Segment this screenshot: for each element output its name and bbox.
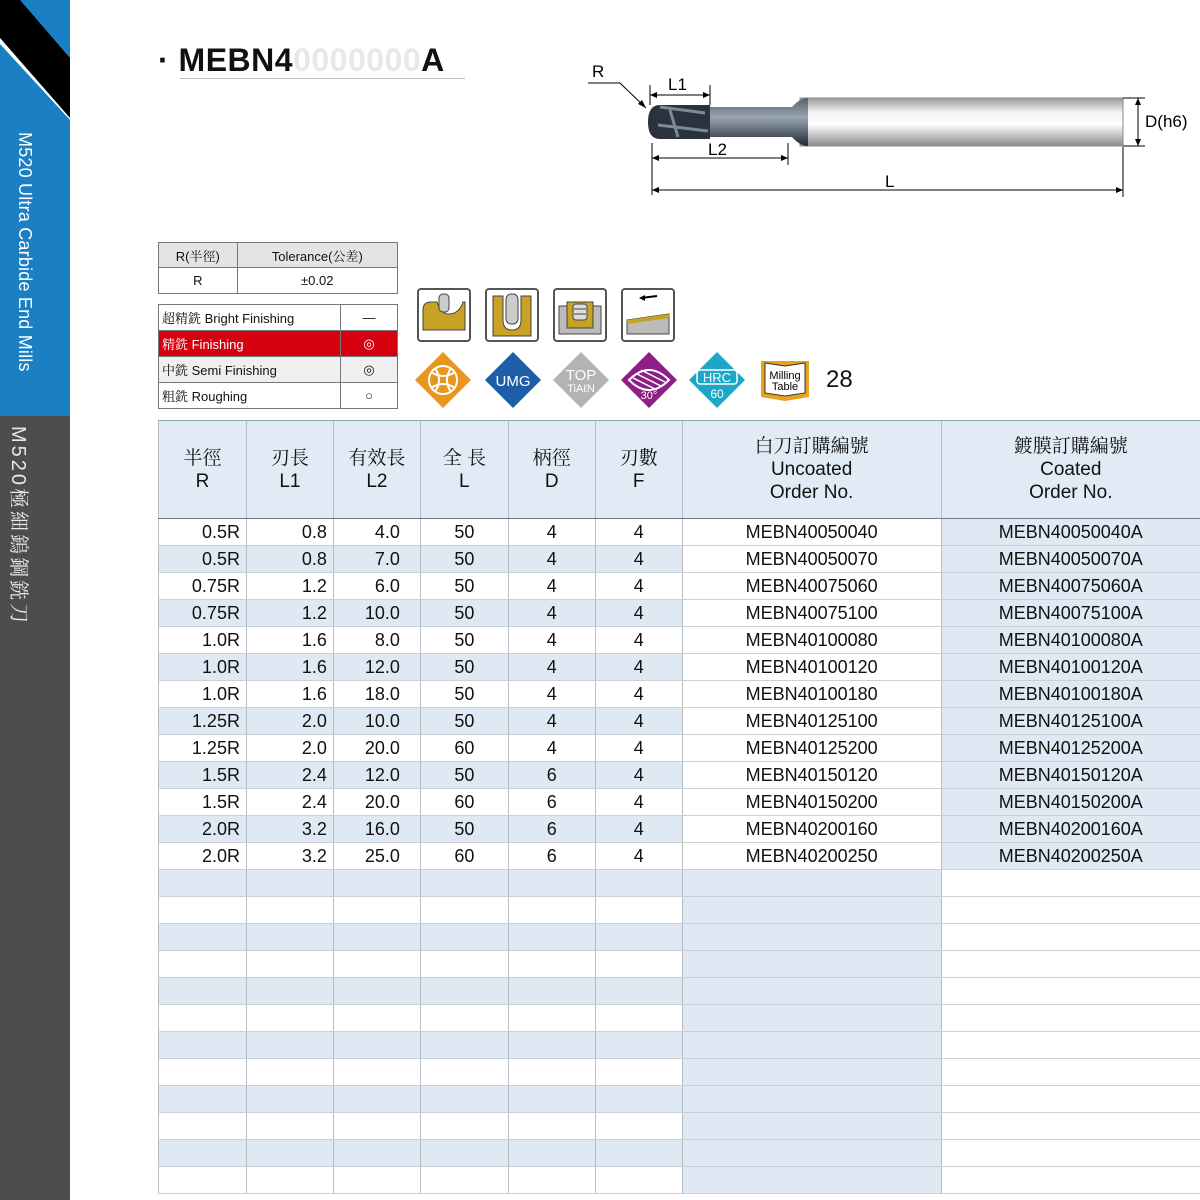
empty-cell xyxy=(595,978,682,1005)
cell-shank: 6 xyxy=(508,816,595,843)
empty-cell xyxy=(420,870,508,897)
cell-radius: 2.0R xyxy=(159,816,247,843)
cell-l1: 3.2 xyxy=(246,843,333,870)
cell-l2: 25.0 xyxy=(333,843,420,870)
cell-flutes: 4 xyxy=(595,573,682,600)
cell-uncoated-no: MEBN40050040 xyxy=(682,519,941,546)
cell-length: 50 xyxy=(420,654,508,681)
empty-cell xyxy=(682,1167,941,1194)
cell-radius: 0.5R xyxy=(159,546,247,573)
empty-cell xyxy=(333,951,420,978)
cell-uncoated-no: MEBN40150200 xyxy=(682,789,941,816)
cell-l2: 7.0 xyxy=(333,546,420,573)
header-d: 柄徑 D xyxy=(508,421,595,519)
empty-cell xyxy=(508,1005,595,1032)
cell-l2: 16.0 xyxy=(333,816,420,843)
corner-stripe xyxy=(0,0,70,120)
empty-cell xyxy=(333,1059,420,1086)
helix-angle-label: 30° xyxy=(640,390,658,402)
empty-cell xyxy=(420,897,508,924)
cell-l2: 10.0 xyxy=(333,708,420,735)
empty-cell xyxy=(159,1086,247,1113)
cell-flutes: 4 xyxy=(595,816,682,843)
cell-radius: 0.75R xyxy=(159,573,247,600)
cell-l1: 1.6 xyxy=(246,654,333,681)
empty-cell xyxy=(941,1032,1200,1059)
empty-cell xyxy=(682,1005,941,1032)
page-title xyxy=(158,42,445,79)
header-radius: 半徑 R xyxy=(159,421,247,519)
empty-cell xyxy=(595,1140,682,1167)
tolerance-col2: Tolerance(公差) xyxy=(237,243,397,268)
cell-radius: 1.0R xyxy=(159,627,247,654)
empty-cell xyxy=(682,1086,941,1113)
empty-cell xyxy=(595,1005,682,1032)
empty-cell xyxy=(682,1113,941,1140)
empty-cell xyxy=(246,870,333,897)
mode-symbol: ◎ xyxy=(341,331,398,357)
cell-uncoated-no: MEBN40100120 xyxy=(682,654,941,681)
cell-l2: 6.0 xyxy=(333,573,420,600)
cell-coated-no: MEBN40125200A xyxy=(941,735,1200,762)
hrc-label: HRC xyxy=(702,370,732,385)
empty-cell xyxy=(508,951,595,978)
cell-length: 60 xyxy=(420,789,508,816)
cell-flutes: 4 xyxy=(595,546,682,573)
table-row xyxy=(159,762,1200,789)
umg-label: UMG xyxy=(495,373,531,390)
slot-milling-icon xyxy=(485,288,539,342)
cell-l2: 10.0 xyxy=(333,600,420,627)
table-row xyxy=(159,843,1200,870)
face-milling-icon xyxy=(621,288,675,342)
cell-shank: 4 xyxy=(508,654,595,681)
empty-cell xyxy=(333,1032,420,1059)
table-row xyxy=(159,546,1200,573)
cell-l2: 4.0 xyxy=(333,519,420,546)
cell-uncoated-no: MEBN40125100 xyxy=(682,708,941,735)
empty-cell xyxy=(508,1113,595,1140)
empty-cell xyxy=(941,1167,1200,1194)
cell-radius: 0.5R xyxy=(159,519,247,546)
cell-coated-no: MEBN40050040A xyxy=(941,519,1200,546)
cell-shank: 6 xyxy=(508,843,595,870)
cell-radius: 1.0R xyxy=(159,681,247,708)
empty-row xyxy=(159,1167,1200,1194)
empty-cell xyxy=(246,897,333,924)
empty-cell xyxy=(941,951,1200,978)
coating-top-label: TOP xyxy=(565,367,597,384)
empty-cell xyxy=(941,870,1200,897)
cell-radius: 1.5R xyxy=(159,789,247,816)
cell-shank: 6 xyxy=(508,762,595,789)
cell-coated-no: MEBN40100180A xyxy=(941,681,1200,708)
empty-cell xyxy=(595,1167,682,1194)
cell-l1: 2.4 xyxy=(246,762,333,789)
cell-l1: 3.2 xyxy=(246,816,333,843)
title-prefix: MEBN4 xyxy=(178,42,294,78)
cell-length: 50 xyxy=(420,627,508,654)
table-row xyxy=(159,627,1200,654)
cell-uncoated-no: MEBN40075060 xyxy=(682,573,941,600)
empty-cell xyxy=(246,1113,333,1140)
empty-cell xyxy=(159,1167,247,1194)
empty-cell xyxy=(420,1005,508,1032)
empty-cell xyxy=(420,1059,508,1086)
empty-cell xyxy=(420,951,508,978)
cell-radius: 2.0R xyxy=(159,843,247,870)
cell-l2: 12.0 xyxy=(333,654,420,681)
empty-row xyxy=(159,1059,1200,1086)
cell-flutes: 4 xyxy=(595,654,682,681)
table-row xyxy=(159,573,1200,600)
empty-cell xyxy=(595,1032,682,1059)
pocket-milling-icon xyxy=(553,288,607,342)
table-row xyxy=(159,681,1200,708)
table-row xyxy=(159,654,1200,681)
profile-milling-icon xyxy=(417,288,471,342)
header-coated: 鍍膜訂購編號 Coated Order No. xyxy=(941,421,1200,519)
cell-flutes: 4 xyxy=(595,789,682,816)
title-underline xyxy=(180,78,465,79)
cell-length: 50 xyxy=(420,519,508,546)
milling-table-page: 28 xyxy=(826,366,853,393)
cell-coated-no: MEBN40125100A xyxy=(941,708,1200,735)
empty-cell xyxy=(333,1005,420,1032)
cell-shank: 4 xyxy=(508,735,595,762)
empty-cell xyxy=(508,897,595,924)
cell-coated-no: MEBN40100120A xyxy=(941,654,1200,681)
table-label: Table xyxy=(771,381,799,393)
cell-l1: 2.4 xyxy=(246,789,333,816)
empty-cell xyxy=(333,1086,420,1113)
empty-cell xyxy=(595,924,682,951)
hrc-badge xyxy=(687,350,747,410)
mode-label: 中銑 Semi Finishing xyxy=(159,357,341,383)
cell-flutes: 4 xyxy=(595,843,682,870)
cell-l1: 2.0 xyxy=(246,708,333,735)
cell-l1: 2.0 xyxy=(246,735,333,762)
empty-cell xyxy=(682,897,941,924)
empty-cell xyxy=(682,1140,941,1167)
label-l1: L1 xyxy=(668,75,687,94)
empty-cell xyxy=(595,1059,682,1086)
cell-length: 50 xyxy=(420,681,508,708)
cell-l2: 12.0 xyxy=(333,762,420,789)
tolerance-col1: R(半徑) xyxy=(159,243,238,268)
cell-l1: 0.8 xyxy=(246,519,333,546)
empty-cell xyxy=(333,870,420,897)
cell-length: 50 xyxy=(420,708,508,735)
header-l2: 有效長 L2 xyxy=(333,421,420,519)
cell-length: 50 xyxy=(420,573,508,600)
empty-cell xyxy=(246,1086,333,1113)
empty-cell xyxy=(420,924,508,951)
label-d: D(h6) xyxy=(1145,112,1188,131)
product-table xyxy=(158,420,1200,1194)
empty-cell xyxy=(508,870,595,897)
cell-length: 60 xyxy=(420,843,508,870)
empty-cell xyxy=(941,1086,1200,1113)
empty-cell xyxy=(246,1059,333,1086)
empty-cell xyxy=(159,1113,247,1140)
table-row xyxy=(159,600,1200,627)
empty-cell xyxy=(420,1167,508,1194)
empty-cell xyxy=(246,978,333,1005)
cell-l1: 1.6 xyxy=(246,681,333,708)
cell-flutes: 4 xyxy=(595,627,682,654)
empty-cell xyxy=(420,1113,508,1140)
empty-cell xyxy=(941,1059,1200,1086)
cell-uncoated-no: MEBN40125200 xyxy=(682,735,941,762)
empty-cell xyxy=(246,924,333,951)
empty-cell xyxy=(941,978,1200,1005)
empty-cell xyxy=(246,1167,333,1194)
empty-cell xyxy=(333,1167,420,1194)
empty-cell xyxy=(682,1032,941,1059)
table-row xyxy=(159,735,1200,762)
empty-row xyxy=(159,870,1200,897)
cell-l1: 1.2 xyxy=(246,573,333,600)
sidebar-title-en: M520 Ultra Carbide End Mills xyxy=(15,132,35,372)
cell-radius: 1.5R xyxy=(159,762,247,789)
empty-cell xyxy=(682,924,941,951)
title-ghost: 0000000 xyxy=(293,42,422,78)
milling-label: Milling xyxy=(769,370,801,382)
empty-cell xyxy=(420,1032,508,1059)
empty-cell xyxy=(508,924,595,951)
cell-coated-no: MEBN40150200A xyxy=(941,789,1200,816)
empty-cell xyxy=(682,870,941,897)
cell-uncoated-no: MEBN40200160 xyxy=(682,816,941,843)
empty-row xyxy=(159,978,1200,1005)
cell-length: 50 xyxy=(420,762,508,789)
empty-cell xyxy=(159,870,247,897)
empty-cell xyxy=(159,1005,247,1032)
tolerance-table xyxy=(158,242,398,294)
end-mill-diagram xyxy=(560,55,1200,200)
cell-length: 60 xyxy=(420,735,508,762)
cell-l2: 18.0 xyxy=(333,681,420,708)
empty-cell xyxy=(508,1140,595,1167)
coating-badge xyxy=(551,350,611,410)
cell-radius: 1.0R xyxy=(159,654,247,681)
coating-tialn-label: TiAℓN xyxy=(567,383,595,395)
tolerance-val2: ±0.02 xyxy=(237,268,397,294)
cell-shank: 6 xyxy=(508,789,595,816)
cell-shank: 4 xyxy=(508,708,595,735)
empty-cell xyxy=(246,1140,333,1167)
label-l: L xyxy=(885,172,895,191)
cell-flutes: 4 xyxy=(595,762,682,789)
empty-cell xyxy=(159,978,247,1005)
empty-cell xyxy=(333,978,420,1005)
empty-row xyxy=(159,924,1200,951)
empty-cell xyxy=(159,924,247,951)
empty-cell xyxy=(333,1140,420,1167)
cell-coated-no: MEBN40075060A xyxy=(941,573,1200,600)
cell-coated-no: MEBN40100080A xyxy=(941,627,1200,654)
mode-symbol: ◎ xyxy=(341,357,398,383)
cell-uncoated-no: MEBN40200250 xyxy=(682,843,941,870)
title-suffix: A xyxy=(421,42,445,78)
cell-radius: 0.75R xyxy=(159,600,247,627)
cell-coated-no: MEBN40050070A xyxy=(941,546,1200,573)
cell-shank: 4 xyxy=(508,681,595,708)
empty-row xyxy=(159,951,1200,978)
empty-cell xyxy=(420,978,508,1005)
empty-row xyxy=(159,897,1200,924)
cell-l2: 20.0 xyxy=(333,735,420,762)
header-l1: 刃長 L1 xyxy=(246,421,333,519)
cell-l1: 1.2 xyxy=(246,600,333,627)
empty-row xyxy=(159,1140,1200,1167)
cell-uncoated-no: MEBN40050070 xyxy=(682,546,941,573)
cell-shank: 4 xyxy=(508,573,595,600)
mode-label: 精銑 Finishing xyxy=(159,331,341,357)
empty-row xyxy=(159,1086,1200,1113)
cell-l2: 8.0 xyxy=(333,627,420,654)
label-l2: L2 xyxy=(708,140,727,159)
cell-length: 50 xyxy=(420,546,508,573)
empty-cell xyxy=(159,1140,247,1167)
sidebar xyxy=(0,0,70,1200)
cell-uncoated-no: MEBN40150120 xyxy=(682,762,941,789)
cell-length: 50 xyxy=(420,816,508,843)
umg-badge xyxy=(483,350,543,410)
cell-coated-no: MEBN40075100A xyxy=(941,600,1200,627)
empty-cell xyxy=(682,951,941,978)
cell-shank: 4 xyxy=(508,600,595,627)
cell-l1: 1.6 xyxy=(246,627,333,654)
table-row xyxy=(159,816,1200,843)
empty-cell xyxy=(941,1140,1200,1167)
cell-uncoated-no: MEBN40075100 xyxy=(682,600,941,627)
cell-flutes: 4 xyxy=(595,708,682,735)
table-row xyxy=(159,708,1200,735)
cell-radius: 1.25R xyxy=(159,735,247,762)
cell-flutes: 4 xyxy=(595,519,682,546)
empty-cell xyxy=(246,1005,333,1032)
cell-shank: 4 xyxy=(508,546,595,573)
empty-cell xyxy=(508,978,595,1005)
empty-cell xyxy=(246,1032,333,1059)
header-l: 全 長 L xyxy=(420,421,508,519)
cell-l1: 0.8 xyxy=(246,546,333,573)
empty-cell xyxy=(159,1032,247,1059)
tolerance-val1: R xyxy=(159,268,238,294)
cell-flutes: 4 xyxy=(595,735,682,762)
empty-cell xyxy=(941,1005,1200,1032)
cell-uncoated-no: MEBN40100180 xyxy=(682,681,941,708)
empty-cell xyxy=(941,897,1200,924)
empty-cell xyxy=(682,978,941,1005)
cell-radius: 1.25R xyxy=(159,708,247,735)
empty-cell xyxy=(159,1059,247,1086)
empty-cell xyxy=(159,951,247,978)
empty-row xyxy=(159,1113,1200,1140)
title-bullet: · xyxy=(158,42,170,78)
mode-label: 超精銑 Bright Finishing xyxy=(159,305,341,331)
header-f: 刃數 F xyxy=(595,421,682,519)
empty-row xyxy=(159,1032,1200,1059)
milling-table-icon xyxy=(757,355,813,403)
empty-cell xyxy=(333,897,420,924)
table-row xyxy=(159,519,1200,546)
empty-cell xyxy=(941,1113,1200,1140)
empty-cell xyxy=(420,1086,508,1113)
empty-cell xyxy=(508,1086,595,1113)
empty-cell xyxy=(420,1140,508,1167)
sidebar-title-zh: M520極細鎢鋼銑刀 xyxy=(7,426,29,627)
table-header-row xyxy=(159,421,1200,519)
mode-symbol: — xyxy=(341,305,398,331)
cell-coated-no: MEBN40150120A xyxy=(941,762,1200,789)
empty-cell xyxy=(508,1167,595,1194)
cell-flutes: 4 xyxy=(595,681,682,708)
header-uncoated: 白刀訂購編號 Uncoated Order No. xyxy=(682,421,941,519)
empty-cell xyxy=(246,951,333,978)
empty-cell xyxy=(595,897,682,924)
empty-cell xyxy=(595,1086,682,1113)
empty-cell xyxy=(508,1032,595,1059)
cell-shank: 4 xyxy=(508,519,595,546)
helix-angle-badge xyxy=(619,350,679,410)
mode-symbol: ○ xyxy=(341,383,398,409)
table-row xyxy=(159,789,1200,816)
cell-coated-no: MEBN40200160A xyxy=(941,816,1200,843)
empty-row xyxy=(159,1005,1200,1032)
empty-cell xyxy=(508,1059,595,1086)
multi-flute-icon xyxy=(413,350,473,410)
mode-label: 粗銑 Roughing xyxy=(159,383,341,409)
empty-cell xyxy=(333,924,420,951)
cell-length: 50 xyxy=(420,600,508,627)
empty-cell xyxy=(682,1059,941,1086)
empty-cell xyxy=(159,897,247,924)
empty-cell xyxy=(333,1113,420,1140)
empty-cell xyxy=(941,924,1200,951)
empty-cell xyxy=(595,1113,682,1140)
label-r: R xyxy=(592,62,605,81)
milling-modes-table xyxy=(158,304,398,409)
hrc-value: 60 xyxy=(710,387,724,401)
cell-coated-no: MEBN40200250A xyxy=(941,843,1200,870)
cell-l2: 20.0 xyxy=(333,789,420,816)
empty-cell xyxy=(595,870,682,897)
empty-cell xyxy=(595,951,682,978)
cell-uncoated-no: MEBN40100080 xyxy=(682,627,941,654)
cell-shank: 4 xyxy=(508,627,595,654)
cell-flutes: 4 xyxy=(595,600,682,627)
